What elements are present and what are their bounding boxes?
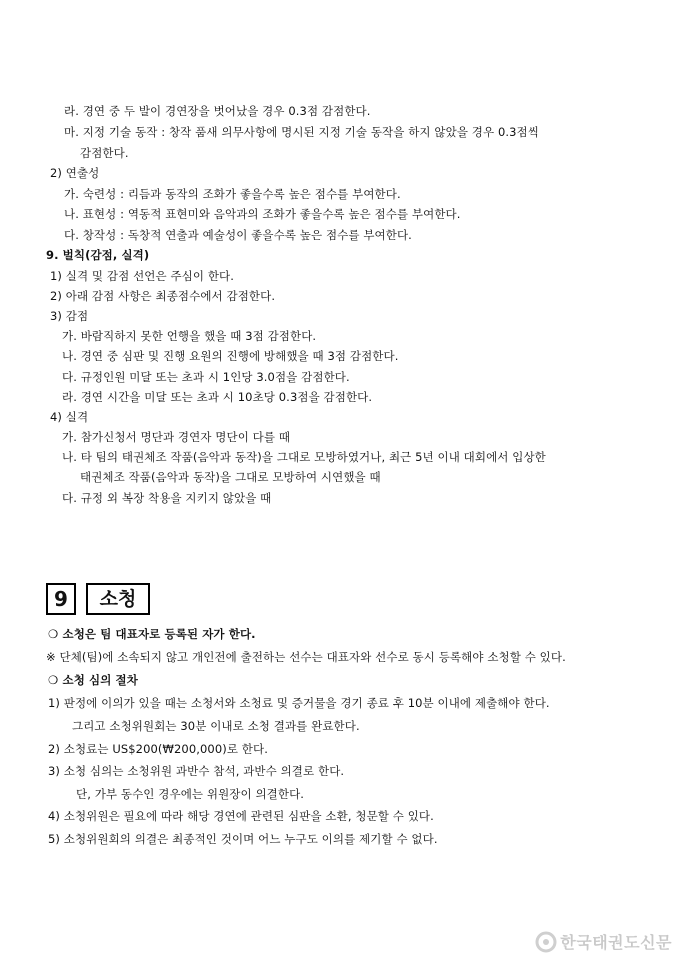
- section-title: 소청: [86, 583, 150, 615]
- text-line: 가. 숙련성 : 리듬과 동작의 조화가 좋을수록 높은 점수를 부여한다.: [64, 187, 401, 201]
- text-line: 나. 타 팀의 태권체조 작품(음악과 동작)을 그대로 모방하였거나, 최근 5년 이내 대회에서 입상한: [62, 450, 546, 464]
- text-line: 나. 표현성 : 역동적 표현미와 음악과의 조화가 좋을수록 높은 점수를 부여한다.: [64, 207, 461, 221]
- text-line: 2) 연출성: [50, 166, 100, 180]
- text-line: 라. 경연 중 두 발이 경연장을 벗어났을 경우 0.3점 감점한다.: [64, 104, 371, 118]
- text-line: 단, 가부 동수인 경우에는 위원장이 의결한다.: [76, 787, 305, 801]
- text-line: 마. 지정 기술 동작 : 창작 품새 의무사항에 명시된 지정 기술 동작을 하지 않았을 경우 0.3점씩: [64, 125, 539, 139]
- text-line: 2) 소청료는 US$200(₩200,000)로 한다.: [48, 742, 268, 756]
- text-line: 가. 참가신청서 명단과 경연자 명단이 다를 때: [62, 430, 291, 444]
- text-line: 나. 경연 중 심판 및 진행 요원의 진행에 방해했을 때 3점 감점한다.: [62, 349, 399, 363]
- text-line: 감점한다.: [80, 146, 129, 160]
- text-line: 2) 아래 감점 사항은 최종점수에서 감점한다.: [50, 289, 276, 303]
- text-line: 3) 소청 심의는 소청위원 과반수 참석, 과반수 의결로 한다.: [48, 764, 345, 778]
- text-line: 1) 실격 및 감점 선언은 주심이 한다.: [50, 269, 235, 283]
- text-line: 3) 감점: [50, 309, 89, 323]
- watermark: [534, 930, 672, 953]
- newspaper-logo-icon: [534, 931, 558, 953]
- bullet-heading: ❍ 소청은 팀 대표자로 등록된 자가 한다.: [48, 627, 256, 641]
- text-line: 다. 규정인원 미달 또는 초과 시 1인당 3.0점을 감점한다.: [62, 370, 350, 384]
- heading: 9. 벌칙(감점, 실격): [46, 248, 150, 262]
- text-line: 라. 경연 시간을 미달 또는 초과 시 10초당 0.3점을 감점한다.: [62, 390, 373, 404]
- text-line: 태권체조 작품(음악과 동작)을 그대로 모방하여 시연했을 때: [80, 470, 381, 484]
- note-line: ※ 단체(팀)에 소속되지 않고 개인전에 출전하는 선수는 대표자와 선수로 동시 등록해야 소청할 수 있다.: [46, 650, 566, 664]
- text-line: 가. 바람직하지 못한 언행을 했을 때 3점 감점한다.: [62, 329, 317, 343]
- text-line: 그리고 소청위원회는 30분 이내로 소청 결과를 완료한다.: [72, 719, 360, 733]
- bullet-heading: ❍ 소청 심의 절차: [48, 673, 138, 687]
- text-line: 다. 창작성 : 독창적 연출과 예술성이 좋을수록 높은 점수를 부여한다.: [64, 228, 412, 242]
- text-line: 다. 규정 외 복장 착용을 지키지 않았을 때: [62, 491, 272, 505]
- text-line: 1) 판정에 이의가 있을 때는 소청서와 소청료 및 증거물을 경기 종료 후 10분 이내에 제출해야 한다.: [48, 696, 550, 710]
- text-line: 4) 소청위원은 필요에 따라 해당 경연에 관련된 심판을 소환, 청문할 수 있다.: [48, 809, 434, 823]
- text-line: 4) 실격: [50, 410, 89, 424]
- text-line: 5) 소청위원회의 의결은 최종적인 것이며 어느 누구도 이의를 제기할 수 없다.: [48, 832, 438, 846]
- watermark-text: 한국태권도신문: [560, 933, 672, 952]
- section-number: 9: [46, 583, 76, 615]
